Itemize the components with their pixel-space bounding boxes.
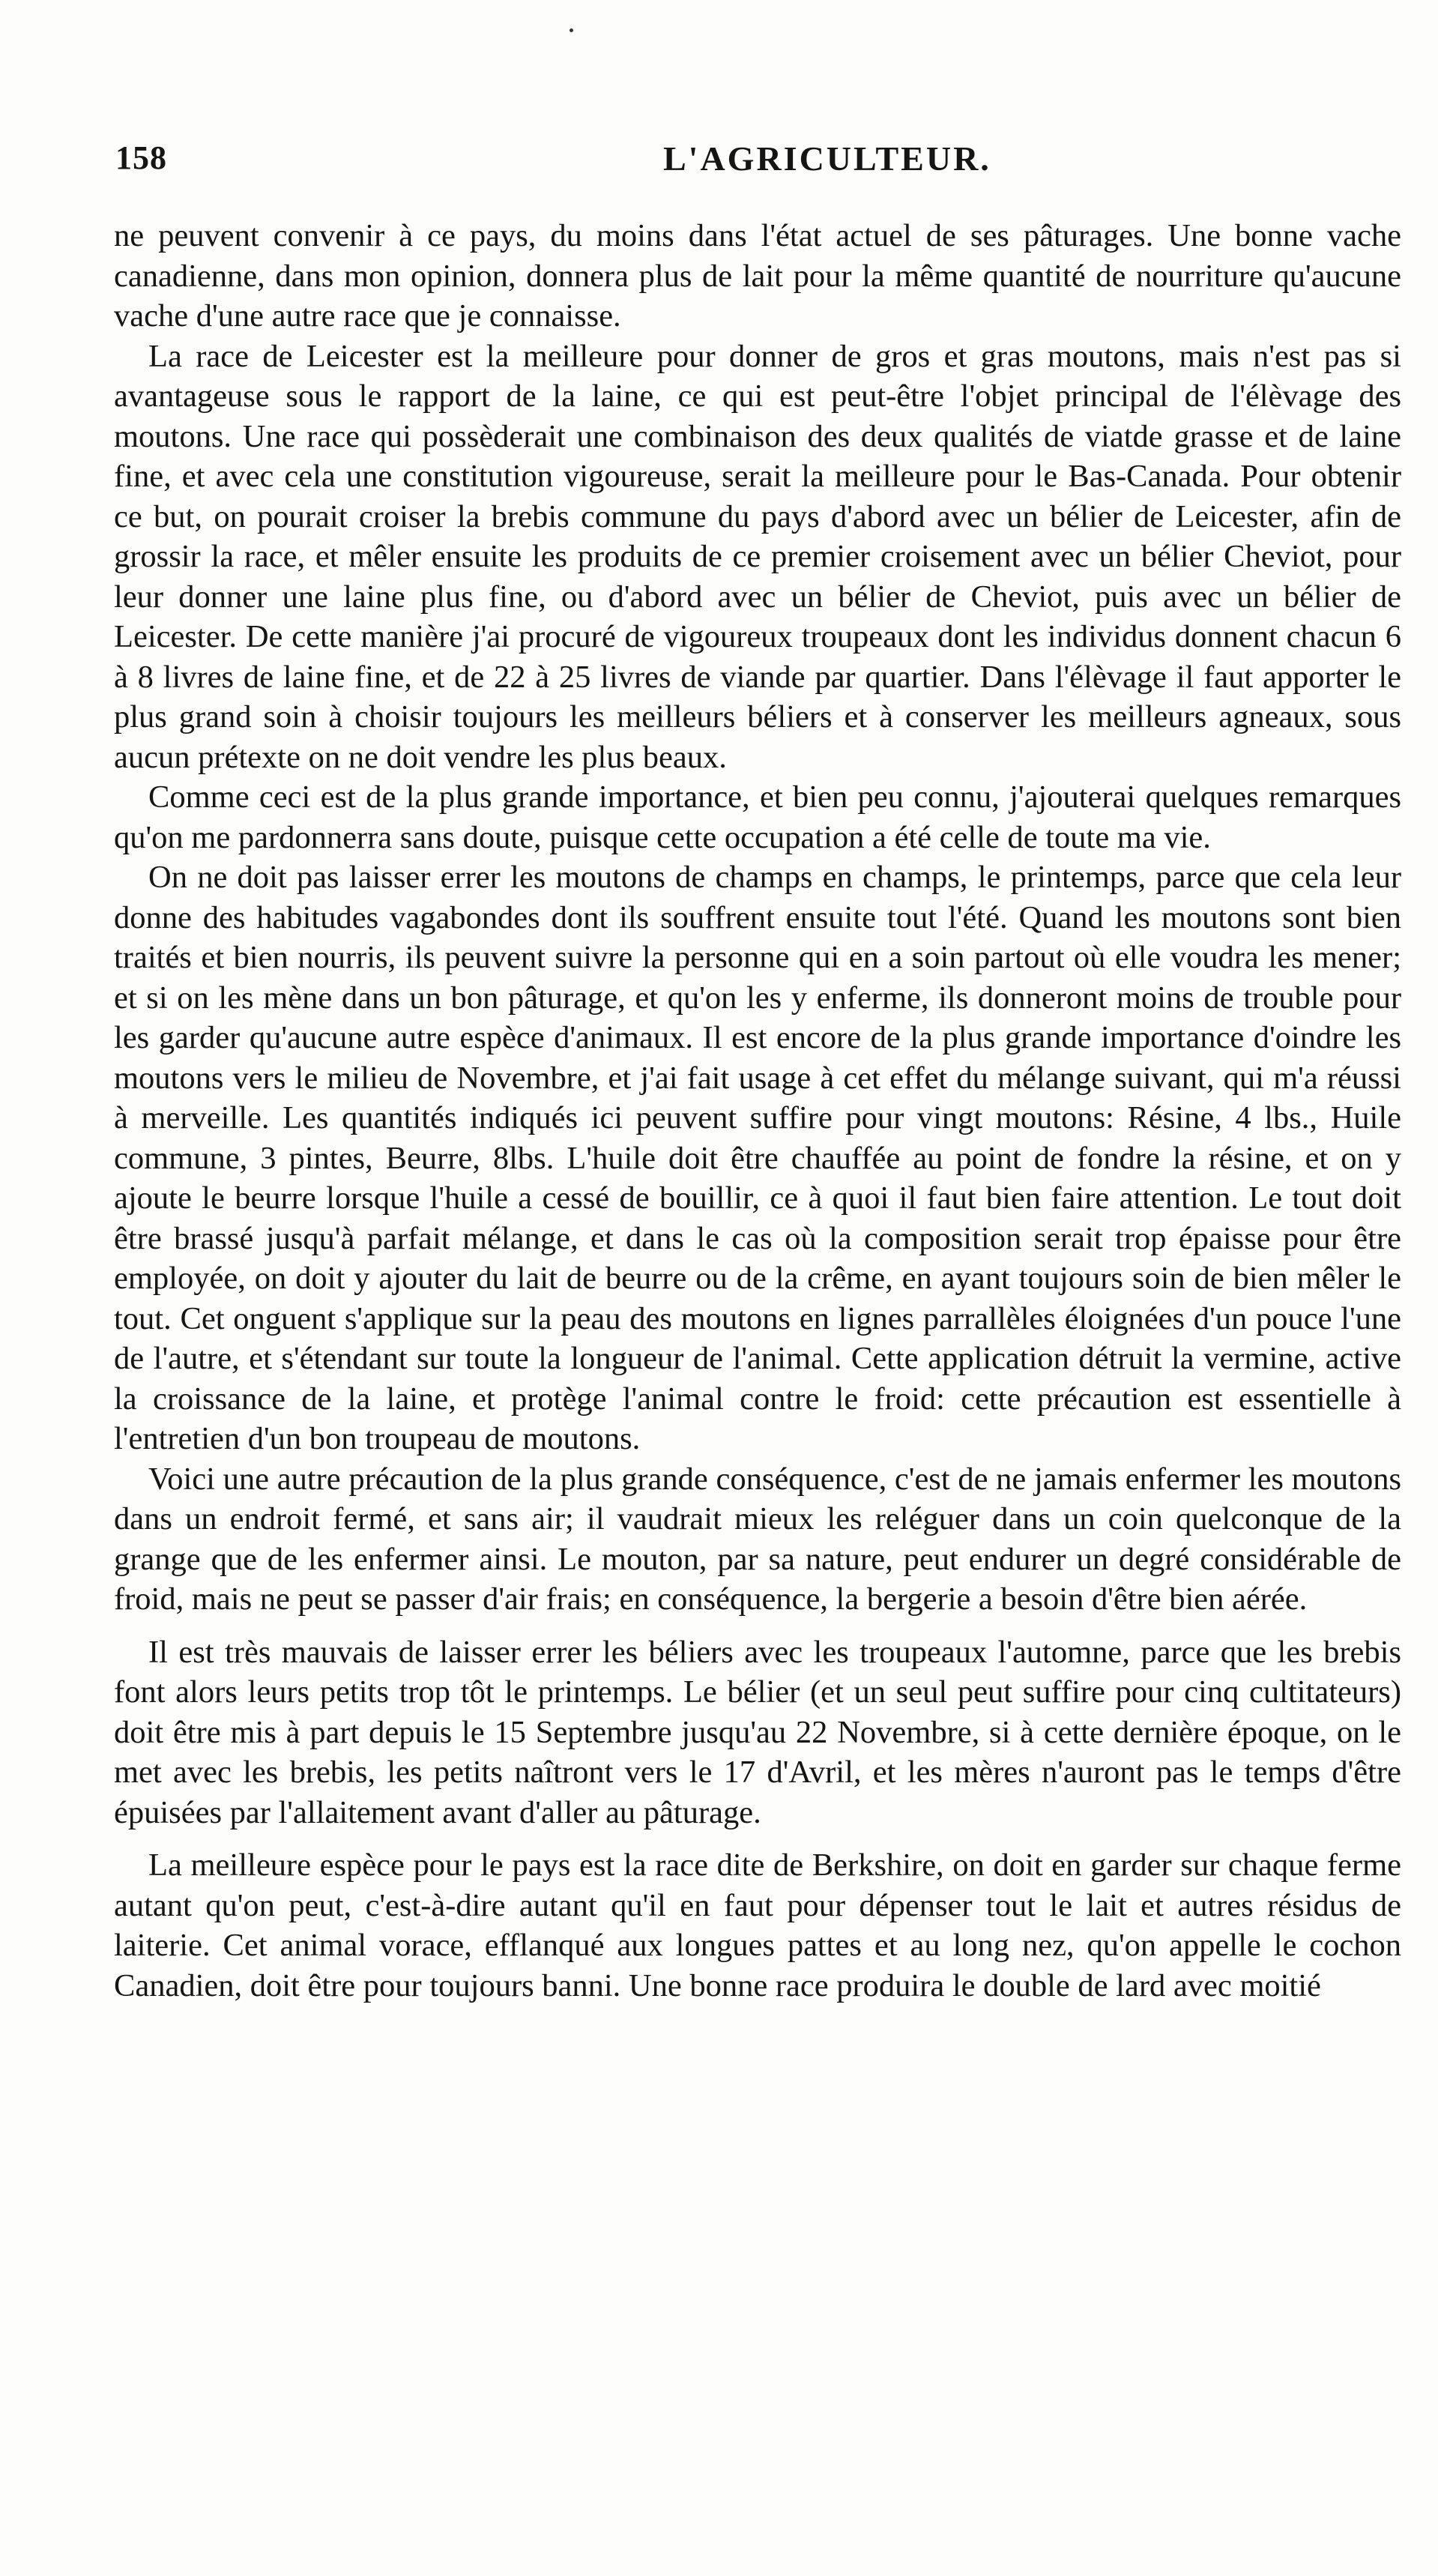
- paragraph: On ne doit pas laisser errer les moutons de champs en champs, le printemps, parce que cela leur donne des habitudes vagabondes dont ils souffrent ensuite tout l'été. Quand les moutons sont bien traités et bien nourris, ils peuvent suivre la personne qui en a soin partout où elle voudra les mener; et si on les mène dans un bon pâturage, et qu'on les y enferme, ils donneront moins de trouble pour les garder qu'aucune autre espèce d'animaux. Il est encore de la plus grande importance d'oindre les moutons vers le milieu de Novembre, et j'ai fait usage à cet effet du mélange suivant, qui m'a réussi à merveille. Les quantités indiqués ici peuvent suffire pour vingt moutons: Résine, 4 lbs., Huile commune, 3 pintes, Beurre, 8lbs. L'huile doit être chauffée au point de fondre la résine, et on y ajoute le beurre lorsque l'huile a cessé de bouillir, ce à quoi il faut bien faire attention. Le tout doit être brassé jusqu'à parfait mélange, et dans le cas où la composition serait trop épaisse pour être employée, on doit y ajouter du lait de beurre ou de la crême, en ayant toujours soin de bien mêler le tout. Cet onguent s'applique sur la peau des moutons en lignes parrallèles éloignées d'un pouce l'une de l'autre, et s'étendant sur toute la longueur de l'animal. Cette application détruit la vermine, active la croissance de la laine, et protège l'animal contre le froid: cette précaution est essentielle à l'entretien d'un bon troupeau de moutons.: [114, 860, 1401, 1456]
- paragraph: Voici une autre précaution de la plus grande conséquence, c'est de ne jamais enfermer les moutons dans un endroit fermé, et sans air; il vaudrait mieux les reléguer dans un coin quelconque de la grange que de les enfermer ainsi. Le mouton, par sa nature, peut endurer un degré considérable de froid, mais ne peut se passer d'air frais; en conséquence, la bergerie a besoin d'être bien aérée.: [114, 1461, 1401, 1617]
- page-header: [105, 139, 1341, 191]
- page-number: 158: [115, 139, 167, 176]
- paragraph: La race de Leicester est la meilleure pour donner de gros et gras moutons, mais n'est pas si avantageuse sous le rapport de la laine, ce qui est peut-être l'objet principal de l'élèvage des moutons. Une race qui possèderait une combinaison des deux qualités de viatde grasse et de laine fine, et avec cela une constitution vigoureuse, serait la meilleure pour le Bas-Canada. Pour obtenir ce but, on pourait croiser la brebis commune du pays d'abord avec un bélier de Leicester, afin de grossir la race, et mêler ensuite les produits de ce premier croisement avec un bélier Cheviot, pour leur donner une laine plus fine, ou d'abord avec un bélier de Cheviot, puis avec un bélier de Leicester. De cette manière j'ai procuré de vigoureux troupeaux dont les individus donnent chacun 6 à 8 livres de laine fine, et de 22 à 25 livres de viande par quartier. Dans l'élèvage il faut apporter le plus grand soin à choisir toujours les meilleurs béliers et à conserver les meilleurs agneaux, sous aucun prétexte on ne doit vendre les plus beaux.: [114, 338, 1401, 775]
- paragraph: Comme ceci est de la plus grande importance, et bien peu connu, j'ajouterai quelques remarques qu'on me pardonnerra sans doute, puisque cette occupation a été celle de toute ma vie.: [114, 779, 1401, 855]
- paragraph: Il est très mauvais de laisser errer les béliers avec les troupeaux l'automne, parce que les brebis font alors leurs petits trop tôt le printemps. Le bélier (et un seul peut suffire pour cinq cultitateurs) doit être mis à part depuis le 15 Septembre jusqu'au 22 Novembre, si à cette dernière époque, on le met avec les brebis, les petits naîtront vers le 17 d'Avril, et les mères n'auront pas le temps d'être épuisées par l'allaitement avant d'aller au pâturage.: [114, 1634, 1401, 1830]
- running-title: L'AGRICULTEUR.: [663, 139, 991, 178]
- printer-mark: [570, 28, 573, 32]
- body-text: [114, 216, 1401, 2006]
- paragraph: ne peuvent convenir à ce pays, du moins dans l'état actuel de ses pâturages. Une bonne vache canadienne, dans mon opinion, donnera plus de lait pour la même quantité de nourriture qu'aucune vache d'une autre race que je connaisse.: [114, 218, 1401, 334]
- paragraph: La meilleure espèce pour le pays est la race dite de Berkshire, on doit en garder sur chaque ferme autant qu'on peut, c'est-à-dire autant qu'il en faut pour dépenser tout le lait et autres résidus de laiterie. Cet animal vorace, efflanqué aux longues pattes et au long nez, qu'on appelle le cochon Canadien, doit être pour toujours banni. Une bonne race produira le double de lard avec moitié: [114, 1847, 1401, 2003]
